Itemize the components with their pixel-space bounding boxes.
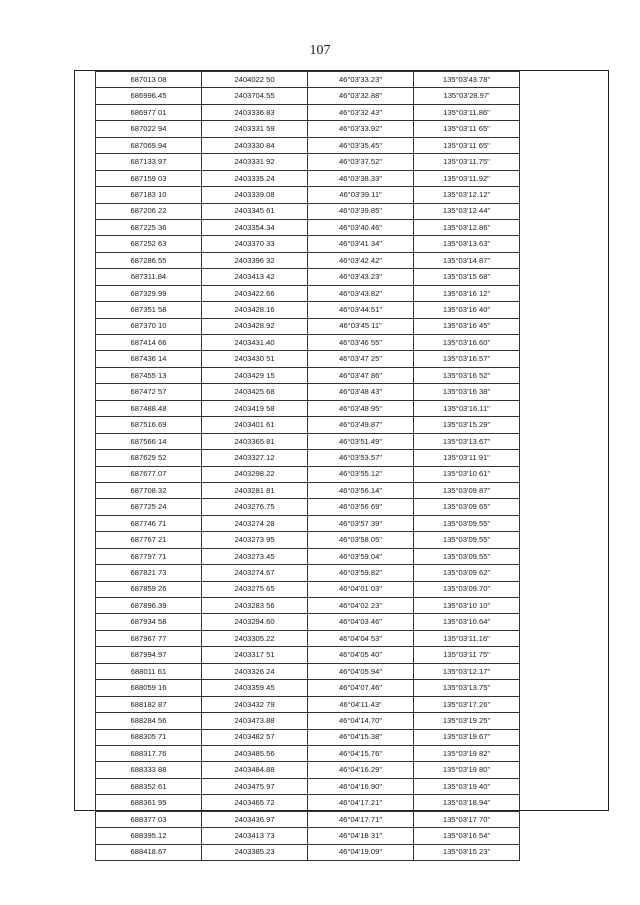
longitude-cell: 135°03'13.67" <box>414 433 520 449</box>
table-row <box>96 121 520 137</box>
longitude-cell: 135°03'13.63" <box>414 236 520 252</box>
y-coordinate-cell: 2403331 59 <box>202 121 308 137</box>
table-row <box>96 269 520 285</box>
latitude-cell: 46°03'46 55" <box>308 335 414 351</box>
x-coordinate-cell: 687225 36 <box>96 219 202 235</box>
x-coordinate-cell: 687934 58 <box>96 614 202 630</box>
longitude-cell: 135°03'15 68" <box>414 269 520 285</box>
longitude-cell: 135°03'09.55" <box>414 532 520 548</box>
y-coordinate-cell: 2403482 57 <box>202 729 308 745</box>
latitude-cell: 46°04'04 53" <box>308 630 414 646</box>
longitude-cell: 135°03'19 82" <box>414 745 520 761</box>
table-row <box>96 285 520 301</box>
table-row <box>96 219 520 235</box>
latitude-cell: 46°03'48 43" <box>308 384 414 400</box>
longitude-cell: 135°03'12.86" <box>414 219 520 235</box>
x-coordinate-cell: 688317.76 <box>96 745 202 761</box>
table-row <box>96 729 520 745</box>
x-coordinate-cell: 688182 87 <box>96 696 202 712</box>
y-coordinate-cell: 2403401 61 <box>202 417 308 433</box>
table-row <box>96 515 520 531</box>
x-coordinate-cell: 688011 61 <box>96 663 202 679</box>
latitude-cell: 46°04'16.29" <box>308 762 414 778</box>
latitude-cell: 46°03'47 25" <box>308 351 414 367</box>
table-row <box>96 318 520 334</box>
longitude-cell: 135°03'10 10" <box>414 598 520 614</box>
longitude-cell: 135°03'09.55" <box>414 548 520 564</box>
y-coordinate-cell: 2403294.60 <box>202 614 308 630</box>
x-coordinate-cell: 687351 58 <box>96 302 202 318</box>
longitude-cell: 135°03'16 52" <box>414 367 520 383</box>
longitude-cell: 135°03'11.75" <box>414 154 520 170</box>
table-row <box>96 335 520 351</box>
longitude-cell: 135°03'16 45" <box>414 318 520 334</box>
y-coordinate-cell: 2403273 95 <box>202 532 308 548</box>
longitude-cell: 135°03'16.11" <box>414 400 520 416</box>
latitude-cell: 46°03'32 43" <box>308 104 414 120</box>
table-row <box>96 384 520 400</box>
x-coordinate-cell: 687206 22 <box>96 203 202 219</box>
table-row <box>96 548 520 564</box>
y-coordinate-cell: 2404022 50 <box>202 72 308 88</box>
table-row <box>96 367 520 383</box>
latitude-cell: 46°03'56 69" <box>308 499 414 515</box>
latitude-cell: 46°03'48 95" <box>308 400 414 416</box>
y-coordinate-cell: 2403432 79 <box>202 696 308 712</box>
longitude-cell: 135°03'14 87" <box>414 252 520 268</box>
y-coordinate-cell: 2403275 65 <box>202 581 308 597</box>
x-coordinate-cell: 687708.32 <box>96 482 202 498</box>
longitude-cell: 135°03'10 61" <box>414 466 520 482</box>
x-coordinate-cell: 687252 63 <box>96 236 202 252</box>
latitude-cell: 46°03'38.33" <box>308 170 414 186</box>
latitude-cell: 46°03'39.85" <box>308 203 414 219</box>
table-row <box>96 482 520 498</box>
latitude-cell: 46°03'37.52" <box>308 154 414 170</box>
y-coordinate-cell: 2403428.16 <box>202 302 308 318</box>
table-row <box>96 72 520 88</box>
x-coordinate-cell: 687311.84 <box>96 269 202 285</box>
y-coordinate-cell: 2403359 45 <box>202 680 308 696</box>
table-row <box>96 745 520 761</box>
y-coordinate-cell: 2403283 56 <box>202 598 308 614</box>
latitude-cell: 46°03'32.88" <box>308 88 414 104</box>
table-row <box>96 104 520 120</box>
x-coordinate-cell: 687859 26 <box>96 581 202 597</box>
x-coordinate-cell: 688361 95 <box>96 795 202 811</box>
y-coordinate-cell: 2403419 58 <box>202 400 308 416</box>
table-row <box>96 170 520 186</box>
table-row <box>96 795 520 811</box>
y-coordinate-cell: 2403428.92 <box>202 318 308 334</box>
table-row <box>96 88 520 104</box>
table-row <box>96 400 520 416</box>
latitude-cell: 46°04'16.90" <box>308 778 414 794</box>
table-row <box>96 532 520 548</box>
longitude-cell: 135°03'19 80" <box>414 762 520 778</box>
y-coordinate-cell: 2403430 51 <box>202 351 308 367</box>
y-coordinate-cell: 2403354.34 <box>202 219 308 235</box>
x-coordinate-cell: 687013 08 <box>96 72 202 88</box>
latitude-cell: 46°03'59.82" <box>308 565 414 581</box>
longitude-cell: 135°03'12 44" <box>414 203 520 219</box>
x-coordinate-cell: 688377 03 <box>96 811 202 827</box>
table-row <box>96 828 520 844</box>
longitude-cell: 135°03'16 40" <box>414 302 520 318</box>
table-row <box>96 499 520 515</box>
y-coordinate-cell: 2403485.56 <box>202 745 308 761</box>
latitude-cell: 46°03'55.12" <box>308 466 414 482</box>
longitude-cell: 135°03'13.75" <box>414 680 520 696</box>
y-coordinate-cell: 2403345 61 <box>202 203 308 219</box>
table-row <box>96 351 520 367</box>
table-row <box>96 187 520 203</box>
x-coordinate-cell: 687436 14 <box>96 351 202 367</box>
longitude-cell: 135°03'17 70" <box>414 811 520 827</box>
x-coordinate-cell: 687370 10 <box>96 318 202 334</box>
longitude-cell: 135°03'18.94" <box>414 795 520 811</box>
y-coordinate-cell: 2403473.88 <box>202 713 308 729</box>
longitude-cell: 135°03'15 23" <box>414 844 520 860</box>
x-coordinate-cell: 687725 24 <box>96 499 202 515</box>
y-coordinate-cell: 2403413 73 <box>202 828 308 844</box>
x-coordinate-cell: 688418.67 <box>96 844 202 860</box>
latitude-cell: 46°03'58 05" <box>308 532 414 548</box>
y-coordinate-cell: 2403274 28 <box>202 515 308 531</box>
latitude-cell: 46°03'33.92" <box>308 121 414 137</box>
longitude-cell: 135°03'11 65" <box>414 121 520 137</box>
table-row <box>96 630 520 646</box>
y-coordinate-cell: 2403365 81 <box>202 433 308 449</box>
longitude-cell: 135°03'17.26" <box>414 696 520 712</box>
latitude-cell: 46°04'11.43" <box>308 696 414 712</box>
longitude-cell: 135°03'09.70" <box>414 581 520 597</box>
table-row <box>96 450 520 466</box>
latitude-cell: 46°03'57 39" <box>308 515 414 531</box>
longitude-cell: 135°03'09 65" <box>414 499 520 515</box>
x-coordinate-cell: 687677.07 <box>96 466 202 482</box>
longitude-cell: 135°03'16.57" <box>414 351 520 367</box>
longitude-cell: 135°03'16 12" <box>414 285 520 301</box>
x-coordinate-cell: 687488.48 <box>96 400 202 416</box>
y-coordinate-cell: 2403330 84 <box>202 137 308 153</box>
x-coordinate-cell: 687566 14 <box>96 433 202 449</box>
latitude-cell: 46°04'01 03" <box>308 581 414 597</box>
table-row <box>96 203 520 219</box>
x-coordinate-cell: 687183 10 <box>96 187 202 203</box>
y-coordinate-cell: 2403484.88 <box>202 762 308 778</box>
latitude-cell: 46°03'44.51" <box>308 302 414 318</box>
latitude-cell: 46°04'19.09" <box>308 844 414 860</box>
longitude-cell: 135°03'12.17" <box>414 663 520 679</box>
latitude-cell: 46°03'42 42" <box>308 252 414 268</box>
longitude-cell: 135°03'16 54" <box>414 828 520 844</box>
latitude-cell: 46°04'17.21" <box>308 795 414 811</box>
x-coordinate-cell: 687629 52 <box>96 450 202 466</box>
y-coordinate-cell: 2403331 92 <box>202 154 308 170</box>
table-row <box>96 433 520 449</box>
longitude-cell: 135°03'10.64" <box>414 614 520 630</box>
y-coordinate-cell: 2403422.66 <box>202 285 308 301</box>
latitude-cell: 46°03'49.87" <box>308 417 414 433</box>
x-coordinate-cell: 687767 21 <box>96 532 202 548</box>
latitude-cell: 46°03'43.82" <box>308 285 414 301</box>
longitude-cell: 135°03'11.16" <box>414 630 520 646</box>
y-coordinate-cell: 2403429 15 <box>202 367 308 383</box>
table-row <box>96 154 520 170</box>
y-coordinate-cell: 2403326 24 <box>202 663 308 679</box>
x-coordinate-cell: 687472 57 <box>96 384 202 400</box>
x-coordinate-cell: 687455 13 <box>96 367 202 383</box>
y-coordinate-cell: 2403276.75 <box>202 499 308 515</box>
latitude-cell: 46°03'41 34" <box>308 236 414 252</box>
y-coordinate-cell: 2403281 81 <box>202 482 308 498</box>
x-coordinate-cell: 688059 16 <box>96 680 202 696</box>
y-coordinate-cell: 2403335.24 <box>202 170 308 186</box>
table-row <box>96 647 520 663</box>
x-coordinate-cell: 687133.97 <box>96 154 202 170</box>
latitude-cell: 46°04'14.70" <box>308 713 414 729</box>
latitude-cell: 46°04'05.94" <box>308 663 414 679</box>
y-coordinate-cell: 2403436.97 <box>202 811 308 827</box>
latitude-cell: 46°04'18 31" <box>308 828 414 844</box>
x-coordinate-cell: 687821 73 <box>96 565 202 581</box>
x-coordinate-cell: 687414 66 <box>96 335 202 351</box>
longitude-cell: 135°03'19 40" <box>414 778 520 794</box>
table-row <box>96 252 520 268</box>
table-row <box>96 680 520 696</box>
latitude-cell: 46°03'40.46" <box>308 219 414 235</box>
x-coordinate-cell: 688284 56 <box>96 713 202 729</box>
longitude-cell: 135°03'16.60" <box>414 335 520 351</box>
latitude-cell: 46°03'33.23" <box>308 72 414 88</box>
coordinates-table-body <box>96 72 520 861</box>
table-row <box>96 137 520 153</box>
x-coordinate-cell: 687329.99 <box>96 285 202 301</box>
x-coordinate-cell: 688352 61 <box>96 778 202 794</box>
y-coordinate-cell: 2403475.97 <box>202 778 308 794</box>
x-coordinate-cell: 687797 71 <box>96 548 202 564</box>
latitude-cell: 46°04'03 46" <box>308 614 414 630</box>
longitude-cell: 135°03'15.29" <box>414 417 520 433</box>
x-coordinate-cell: 687159 03 <box>96 170 202 186</box>
x-coordinate-cell: 688333 88 <box>96 762 202 778</box>
longitude-cell: 135°03'43.78" <box>414 72 520 88</box>
longitude-cell: 135°03'09 87" <box>414 482 520 498</box>
table-row <box>96 778 520 794</box>
y-coordinate-cell: 2403465 72 <box>202 795 308 811</box>
x-coordinate-cell: 687967 77 <box>96 630 202 646</box>
table-row <box>96 811 520 827</box>
longitude-cell: 135°03'11.86" <box>414 104 520 120</box>
table-row <box>96 302 520 318</box>
y-coordinate-cell: 2403425 68 <box>202 384 308 400</box>
y-coordinate-cell: 2403327.12 <box>202 450 308 466</box>
y-coordinate-cell: 2403305.22 <box>202 630 308 646</box>
longitude-cell: 135°03'09 62" <box>414 565 520 581</box>
latitude-cell: 46°04'05 40" <box>308 647 414 663</box>
y-coordinate-cell: 2403336 83 <box>202 104 308 120</box>
latitude-cell: 46°03'51.49" <box>308 433 414 449</box>
latitude-cell: 46°04'15.76" <box>308 745 414 761</box>
x-coordinate-cell: 687516.69 <box>96 417 202 433</box>
y-coordinate-cell: 2403317 51 <box>202 647 308 663</box>
table-row <box>96 614 520 630</box>
longitude-cell: 135°03'12.12" <box>414 187 520 203</box>
y-coordinate-cell: 2403385.23 <box>202 844 308 860</box>
latitude-cell: 46°04'07.46" <box>308 680 414 696</box>
table-row <box>96 417 520 433</box>
y-coordinate-cell: 2403370 33 <box>202 236 308 252</box>
y-coordinate-cell: 2403339.08 <box>202 187 308 203</box>
table-row <box>96 466 520 482</box>
y-coordinate-cell: 2403396 32 <box>202 252 308 268</box>
table-row <box>96 762 520 778</box>
latitude-cell: 46°03'35.45" <box>308 137 414 153</box>
table-row <box>96 598 520 614</box>
table-row <box>96 713 520 729</box>
latitude-cell: 46°04'17.71" <box>308 811 414 827</box>
x-coordinate-cell: 686977 01 <box>96 104 202 120</box>
latitude-cell: 46°03'59.04" <box>308 548 414 564</box>
longitude-cell: 135°03'09.55" <box>414 515 520 531</box>
longitude-cell: 135°03'11.92" <box>414 170 520 186</box>
longitude-cell: 135°03'16 38" <box>414 384 520 400</box>
table-row <box>96 663 520 679</box>
x-coordinate-cell: 686996.45 <box>96 88 202 104</box>
latitude-cell: 46°03'53.57" <box>308 450 414 466</box>
y-coordinate-cell: 2403273.45 <box>202 548 308 564</box>
longitude-cell: 135°03'11 65" <box>414 137 520 153</box>
y-coordinate-cell: 2403413 42 <box>202 269 308 285</box>
table-row <box>96 565 520 581</box>
x-coordinate-cell: 687994.97 <box>96 647 202 663</box>
x-coordinate-cell: 688395.12 <box>96 828 202 844</box>
table-row <box>96 696 520 712</box>
x-coordinate-cell: 688305 71 <box>96 729 202 745</box>
latitude-cell: 46°03'39.11" <box>308 187 414 203</box>
page-number: 107 <box>309 43 331 58</box>
y-coordinate-cell: 2403431.40 <box>202 335 308 351</box>
x-coordinate-cell: 687746 71 <box>96 515 202 531</box>
longitude-cell: 135°03'19 25" <box>414 713 520 729</box>
longitude-cell: 135°03'28.97' <box>414 88 520 104</box>
longitude-cell: 135°03'11 75" <box>414 647 520 663</box>
y-coordinate-cell: 2403704.55 <box>202 88 308 104</box>
table-row <box>96 844 520 860</box>
longitude-cell: 135°03'19.67" <box>414 729 520 745</box>
longitude-cell: 135°03'11 91" <box>414 450 520 466</box>
x-coordinate-cell: 687286.55 <box>96 252 202 268</box>
latitude-cell: 46°04'02 23" <box>308 598 414 614</box>
x-coordinate-cell: 687022 94 <box>96 121 202 137</box>
latitude-cell: 46°03'43.23" <box>308 269 414 285</box>
table-row <box>96 236 520 252</box>
latitude-cell: 46°04'15.38" <box>308 729 414 745</box>
table-row <box>96 581 520 597</box>
x-coordinate-cell: 687896.39 <box>96 598 202 614</box>
latitude-cell: 46°03'45 11" <box>308 318 414 334</box>
coordinates-table <box>95 71 520 861</box>
latitude-cell: 46°03'47 86" <box>308 367 414 383</box>
latitude-cell: 46°03'56.14" <box>308 482 414 498</box>
x-coordinate-cell: 687069.94 <box>96 137 202 153</box>
y-coordinate-cell: 2403298.22 <box>202 466 308 482</box>
y-coordinate-cell: 2403274.67 <box>202 565 308 581</box>
